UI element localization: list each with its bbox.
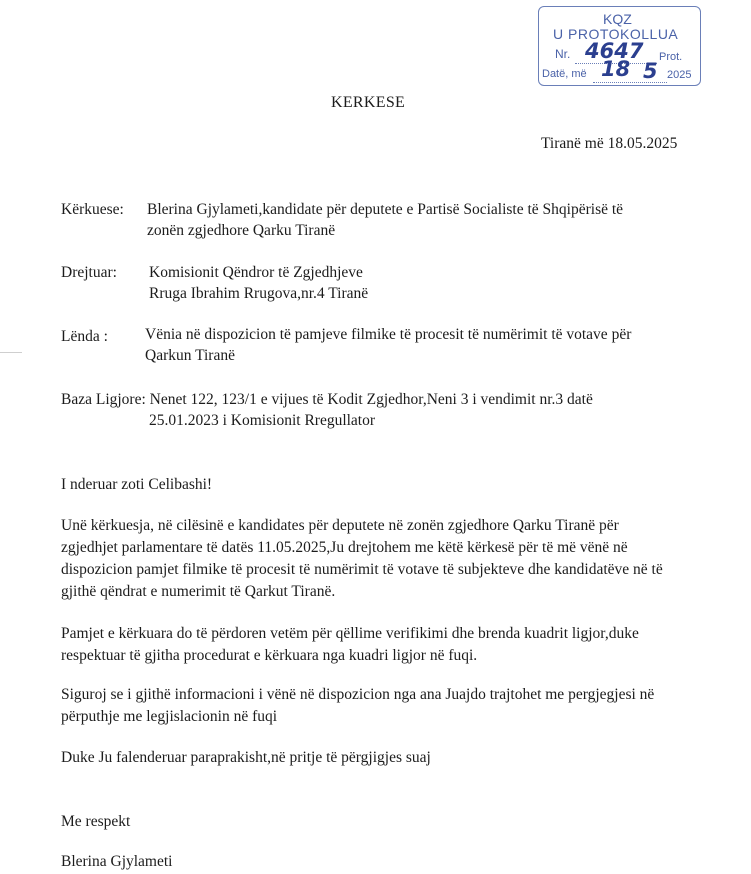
closing-line: Duke Ju falenderuar paraprakisht,në pritje të përgjigjes suaj xyxy=(61,749,431,766)
paragraph-line: Pamjet e kërkuara do të përdoren vetëm për qëllime verifikimi dhe brenda kuadrit ligjor,duke xyxy=(61,625,639,642)
stamp-org: KQZ xyxy=(603,11,632,27)
paragraph-usage xyxy=(61,623,639,667)
stamp-prot-label: Prot. xyxy=(659,51,683,63)
stamp-date-line xyxy=(593,82,667,83)
registry-stamp xyxy=(538,6,701,86)
stamp-date-year: 2025 xyxy=(667,69,692,81)
regards: Me respekt xyxy=(61,813,131,830)
place-date: Tiranë më 18.05.2025 xyxy=(541,135,678,152)
drejtuar-label: Drejtuar: xyxy=(61,264,117,281)
paragraph-line: Unë kërkuesja, në cilësinë e kandidates për deputete në zonën zgjedhore Qarku Tiranë për xyxy=(61,517,619,534)
paragraph-assurance xyxy=(61,684,654,728)
stamp-date-month: 5 xyxy=(643,59,658,83)
paragraph-line: zgjedhjet parlamentare të datës 11.05.2025,Ju drejtohem me këtë kërkesë për të më vënë në xyxy=(61,539,628,556)
document-title: KERKESE xyxy=(331,94,406,111)
paragraph-line: respektuar të gjitha procedurat e kërkuara nga kuadri ligjor në fuqi. xyxy=(61,647,478,664)
stamp-heading: U PROTOKOLLUA xyxy=(553,26,679,42)
drejtuar-line-1: Komisionit Qëndror të Zgjedhjeve xyxy=(149,264,363,281)
signature-name: Blerina Gjylameti xyxy=(61,853,173,870)
paragraph-line: gjithë qëndrat e numerimit të Qarkut Tiranë. xyxy=(61,583,336,600)
stamp-date-day: 18 xyxy=(601,57,631,81)
lenda-line-1: Vënia në dispozicion të pamjeve filmike të procesit të numërimit të votave për xyxy=(145,326,632,343)
stamp-nr-value: 4647 xyxy=(585,39,644,63)
paragraph-line: Siguroj se i gjithë informacioni i vënë në dispozicion nga ana Juajdo trajtohet me pergjegjesi në xyxy=(61,686,655,703)
lenda-line-2: Qarkun Tiranë xyxy=(145,347,235,364)
drejtuar-line-2: Rruga Ibrahim Rrugova,nr.4 Tiranë xyxy=(149,285,369,302)
margin-mark xyxy=(0,352,22,353)
paragraph-line: përputhje me legjislacionin në fuqi xyxy=(61,708,278,725)
baza-ligjore-line-2: 25.01.2023 i Komisionit Rregullator xyxy=(149,412,376,429)
greeting: I nderuar zoti Celibashi! xyxy=(61,476,213,493)
stamp-date-label: Datë, më xyxy=(542,68,587,80)
stamp-nr-label: Nr. xyxy=(555,47,571,61)
kerkuese-line-2: zonën zgjedhore Qarku Tiranë xyxy=(147,222,336,239)
paragraph-line: dispozicion pamjet filmike të procesit të numërimit të votave të subjekteve dhe kandidatëve në të xyxy=(61,561,663,578)
kerkuese-label: Kërkuese: xyxy=(61,201,124,218)
lenda-label: Lënda : xyxy=(61,328,108,345)
baza-ligjore-line-1: Baza Ligjore: Nenet 122, 123/1 e vijues të Kodit Zgjedhor,Neni 3 i vendimit nr.3 datë xyxy=(61,391,593,408)
paragraph-request xyxy=(61,515,663,603)
kerkuese-line-1: Blerina Gjylameti,kandidate për deputete e Partisë Socialiste të Shqipërisë të xyxy=(147,201,624,218)
